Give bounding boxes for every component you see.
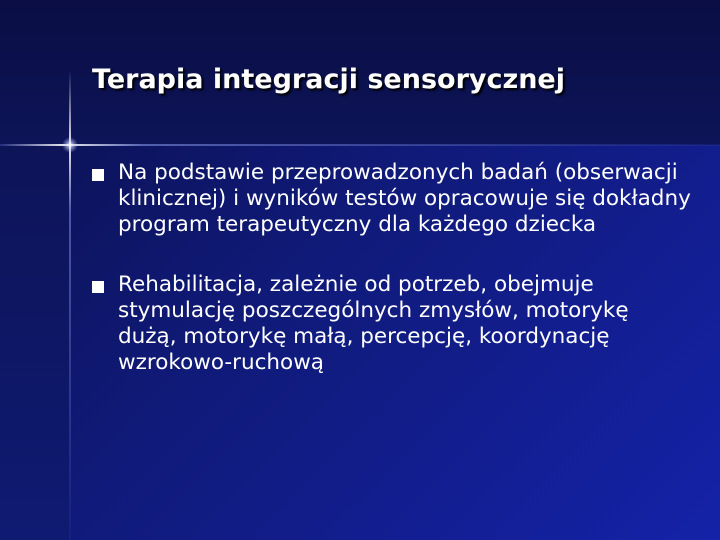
bullet-item [92, 272, 692, 376]
horizontal-accent-line [0, 144, 720, 146]
bullet-list [92, 160, 692, 410]
bullet-text: Na podstawie przeprowadzonych badań (obserwacji klinicznej) i wyników testów opracowuje się dokładny program terapeutyczny dla każdego dziecka [118, 160, 691, 237]
slide-title: Terapia integracji sensorycznej [92, 64, 566, 95]
bullet-text: Rehabilitacja, zależnie od potrzeb, obejmuje stymulację poszczególnych zmysłów, motorykę dużą, motorykę małą, percepcję, koordynację wzrokowo-ruchową [118, 272, 629, 375]
sparkle-icon [62, 137, 78, 153]
square-bullet-icon [92, 281, 104, 293]
square-bullet-icon [92, 169, 104, 181]
left-band [0, 145, 70, 540]
bullet-item [92, 160, 692, 238]
